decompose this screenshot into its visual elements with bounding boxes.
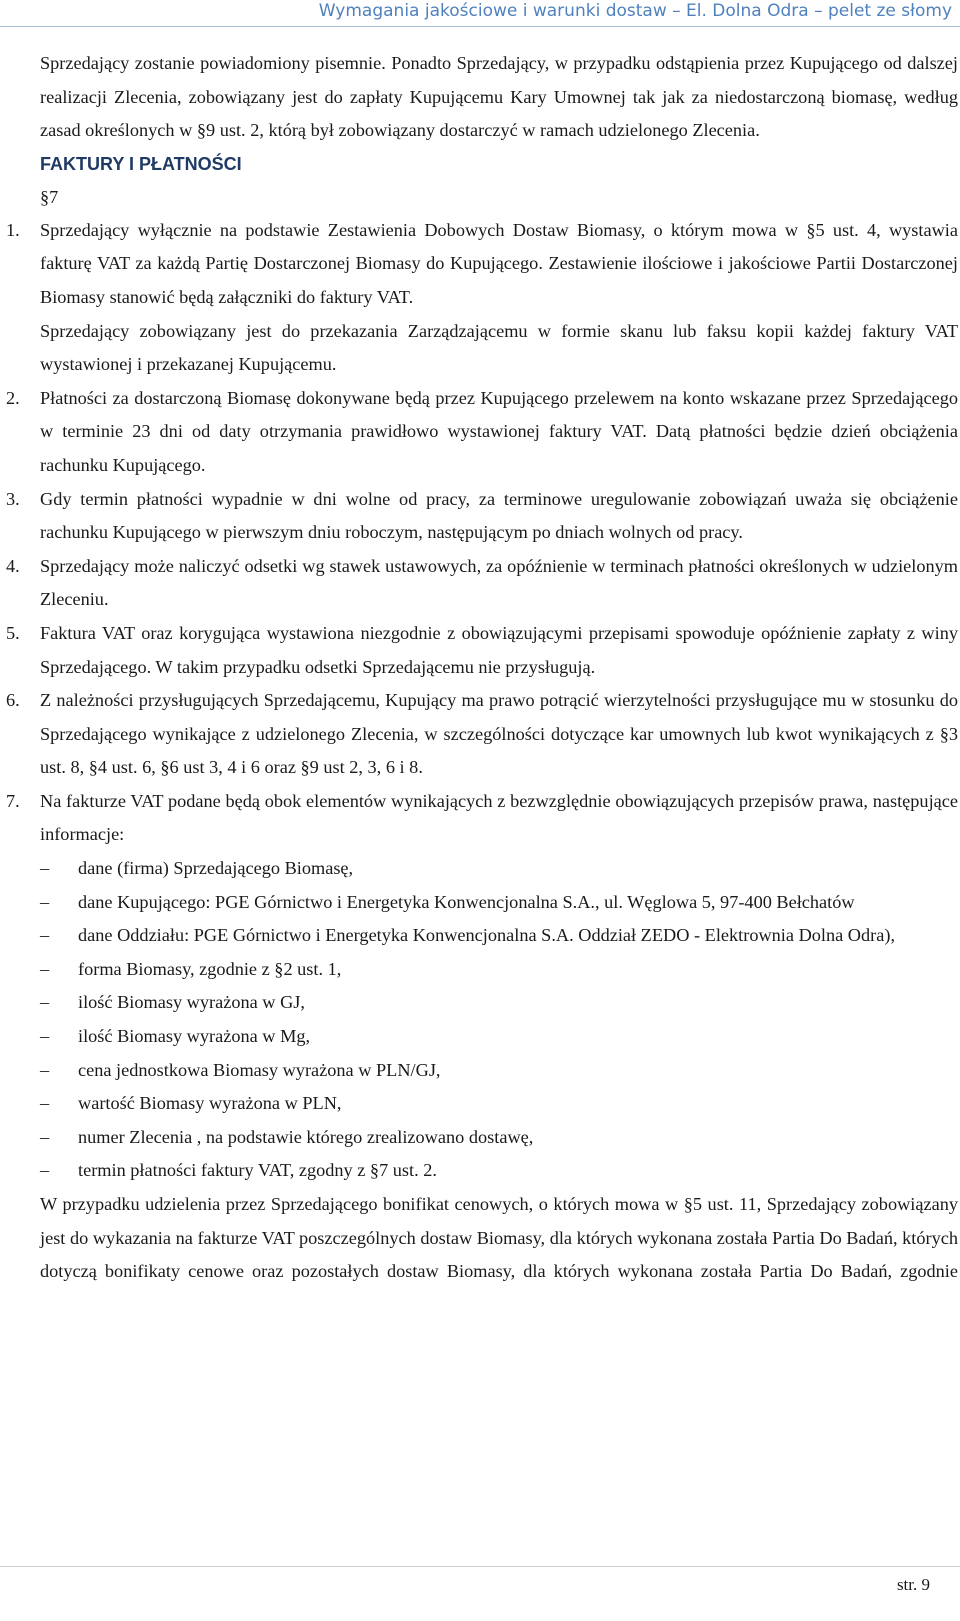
dash-bullet: –: [40, 1126, 50, 1147]
list-item-text: wartość Biomasy wyrażona w PLN,: [78, 1093, 342, 1114]
item-text: Płatności za dostarczoną Biomasę dokonywane będą przez Kupującego przelewem na konto wskazane przez Sprzedającego w terminie 23 dni od daty otrzymania prawidłowo wystawionej faktury VAT. Datą płatności będzie dzień obciążenia rachunku Kupującego.: [40, 387, 958, 475]
dash-bullet: –: [40, 891, 50, 912]
closing-paragraph: W przypadku udzielenia przez Sprzedającego bonifikat cenowych, o których mowa w §5 ust. 11, Sprzedający zobowiązany jest do wykazania na fakturze VAT poszczególnych dostaw Biomasy, dla których wykonana została Partia Do Badań, których dotyczą bonifikaty cenowe oraz pozostałych dostaw Biomasy, dla których wykonana została Partia Do Badań, zgodnie: [40, 1194, 958, 1282]
item-number: 7.: [6, 790, 20, 811]
list-item: [40, 1121, 958, 1155]
list-item: [40, 1020, 958, 1054]
paragraph-number: §7: [40, 186, 59, 207]
dash-bullet: –: [40, 1160, 50, 1181]
numbered-item-2: [6, 382, 958, 483]
list-item: [40, 953, 958, 987]
list-item: [40, 986, 958, 1020]
item-text: Sprzedający wyłącznie na podstawie Zestawienia Dobowych Dostaw Biomasy, o którym mowa w §5 ust. 4, wystawia fakturę VAT za każdą Partię Dostarczonej Biomasy do Kupującego. Zestawienie ilościowe i jakościowe Partii Dostarczonej Biomasy stanowić będą załączniki do faktury VAT.: [40, 219, 958, 307]
list-item: [40, 852, 958, 886]
item-number: 6.: [6, 690, 20, 711]
numbered-item-6: [6, 684, 958, 785]
document-body: [6, 47, 958, 1289]
numbered-item-4: [6, 550, 958, 617]
numbered-item-7: [6, 785, 958, 1188]
item-number: 5.: [6, 622, 20, 643]
dash-bullet: –: [40, 925, 50, 946]
item-text: Gdy termin płatności wypadnie w dni wolne od pracy, za terminowe uregulowanie zobowiązań uważa się obciążenie rachunku Kupującego w pierwszym dniu roboczym, następującym po dniach wolnych od pracy.: [40, 488, 958, 543]
intro-paragraph: Sprzedający zostanie powiadomiony pisemnie. Ponadto Sprzedający, w przypadku odstąpienia przez Kupującego od dalszej realizacji Zlecenia, zobowiązany jest do zapłaty Kupującemu Kary Umownej tak jak za niedostarczoną biomasę, według zasad określonych w §9 ust. 2, którą był zobowiązany dostarczyć w ramach udzielonego Zlecenia.: [40, 53, 958, 141]
item-number: 2.: [6, 387, 20, 408]
item-text: Z należności przysługujących Sprzedającemu, Kupujący ma prawo potrącić wierzytelności przysługujące mu w stosunku do Sprzedającego wynikające z udzielonego Zlecenia, w szczególności dotyczące kar umownych lub kwot wynikających z §3 ust. 8, §4 ust. 6, §6 ust 3, 4 i 6 oraz §9 ust 2, 3, 6 i 8.: [40, 690, 958, 778]
list-item-text: dane Oddziału: PGE Górnictwo i Energetyka Konwencjonalna S.A. Oddział ZEDO - Elektrownia Dolna Odra),: [78, 925, 896, 946]
list-item-text: dane Kupującego: PGE Górnictwo i Energetyka Konwencjonalna S.A., ul. Węglowa 5, 97-400 Bełchatów: [78, 891, 855, 912]
numbered-item-1: [6, 214, 958, 382]
dash-bullet: –: [40, 1093, 50, 1114]
dash-bullet: –: [40, 992, 50, 1013]
footer-divider: [0, 1566, 960, 1567]
list-item-text: termin płatności faktury VAT, zgodny z §7 ust. 2.: [78, 1160, 437, 1181]
numbered-item-5: [6, 617, 958, 684]
item-number: 3.: [6, 488, 20, 509]
list-item-text: forma Biomasy, zgodnie z §2 ust. 1,: [78, 958, 342, 979]
list-item-text: cena jednostkowa Biomasy wyrażona w PLN/GJ,: [78, 1059, 441, 1080]
dash-bullet: –: [40, 1026, 50, 1047]
item-text: Sprzedający może naliczyć odsetki wg stawek ustawowych, za opóźnienie w terminach płatności określonych w udzielonym Zleceniu.: [40, 555, 958, 610]
list-item-text: ilość Biomasy wyrażona w Mg,: [78, 1026, 311, 1047]
list-item: [40, 1087, 958, 1121]
page-header: [0, 0, 960, 27]
list-item: [40, 919, 958, 953]
dash-bullet: –: [40, 1059, 50, 1080]
list-item-text: numer Zlecenia , na podstawie którego zrealizowano dostawę,: [78, 1126, 534, 1147]
item-extra-text: Sprzedający zobowiązany jest do przekazania Zarządzającemu w formie skanu lub faksu kopii każdej faktury VAT wystawionej i przekazanej Kupującemu.: [40, 320, 958, 375]
document-title: Wymagania jakościowe i warunki dostaw – El. Dolna Odra – pelet ze słomy: [318, 1, 952, 21]
list-item: [40, 1054, 958, 1088]
section-heading: FAKTURY I PŁATNOŚCI: [40, 153, 242, 174]
list-item-text: ilość Biomasy wyrażona w GJ,: [78, 992, 305, 1013]
list-item: [40, 1154, 958, 1188]
list-item-text: dane (firma) Sprzedającego Biomasę,: [78, 858, 354, 879]
list-item: [40, 886, 958, 920]
numbered-item-3: [6, 483, 958, 550]
item-text: Na fakturze VAT podane będą obok elementów wynikających z bezwzględnie obowiązujących przepisów prawa, następujące informacje:: [40, 790, 958, 845]
dash-bullet: –: [40, 858, 50, 879]
dash-bullet: –: [40, 958, 50, 979]
page-number: str. 9: [896, 1575, 930, 1594]
item-number: 4.: [6, 555, 20, 576]
item-number: 1.: [6, 219, 20, 240]
invoice-info-list: [40, 852, 958, 1188]
item-text: Faktura VAT oraz korygująca wystawiona niezgodnie z obowiązującymi przepisami spowoduje opóźnienie zapłaty z winy Sprzedającego. W takim przypadku odsetki Sprzedającemu nie przysługują.: [40, 622, 958, 677]
